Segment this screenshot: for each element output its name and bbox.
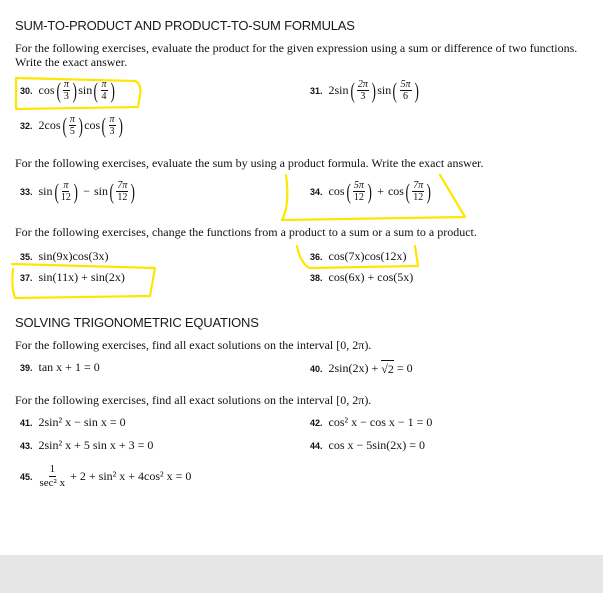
section-heading-equations: SOLVING TRIGONOMETRIC EQUATIONS <box>15 315 259 330</box>
exercise-31: 31. 2sin ( 2π 3 ) sin ( 5π 6 ) <box>310 77 419 103</box>
instruction-interval-1: For the following exercises, find all exact solutions on the interval [0, 2π). <box>15 338 372 352</box>
exercise-45: 45. 1 sec² x + 2 + sin² x + 4cos² x = 0 <box>20 463 192 489</box>
instruction-sum: For the following exercises, evaluate the sum by using a product formula. Write the exact answer. <box>15 156 484 170</box>
exercise-43: 43. 2sin² x + 5 sin x + 3 = 0 <box>20 438 154 452</box>
instruction-interval-2: For the following exercises, find all exact solutions on the interval [0, 2π). <box>15 393 372 407</box>
exercise-33: 33. sin ( π 12 ) − sin ( 7π 12 ) <box>20 178 136 204</box>
exercise-38: 38. cos(6x) + cos(5x) <box>310 270 414 284</box>
exercise-32: 32. 2cos ( π 5 ) cos ( π 3 ) <box>20 112 123 138</box>
exercise-39: 39. tan x + 1 = 0 <box>20 360 100 374</box>
instruction-convert: For the following exercises, change the functions from a product to a sum or a sum to a product. <box>15 225 477 239</box>
instruction-product: For the following exercises, evaluate the product for the given expression using a sum or difference of two functions. Write the exact answer. <box>15 41 578 69</box>
exercise-34: 34. cos ( 5π 12 ) + cos ( 7π 12 ) <box>310 178 432 204</box>
exercise-44: 44. cos x − 5sin(2x) = 0 <box>310 438 426 452</box>
exercise-40: 40. 2sin(2x) + √2 = 0 <box>310 361 413 376</box>
footer-bar <box>0 555 603 593</box>
exercise-30: 30. cos ( π 3 ) sin ( π 4 ) <box>20 77 115 103</box>
exercise-41: 41. 2sin² x − sin x = 0 <box>20 415 126 429</box>
exercise-35: 35. sin(9x)cos(3x) <box>20 249 109 263</box>
section-heading-formulas: SUM-TO-PRODUCT AND PRODUCT-TO-SUM FORMULAS <box>15 18 355 33</box>
exercise-37: 37. sin(11x) + sin(2x) <box>20 270 125 284</box>
exercise-42: 42. cos² x − cos x − 1 = 0 <box>310 415 433 429</box>
exercise-36: 36. cos(7x)cos(12x) <box>310 249 407 263</box>
